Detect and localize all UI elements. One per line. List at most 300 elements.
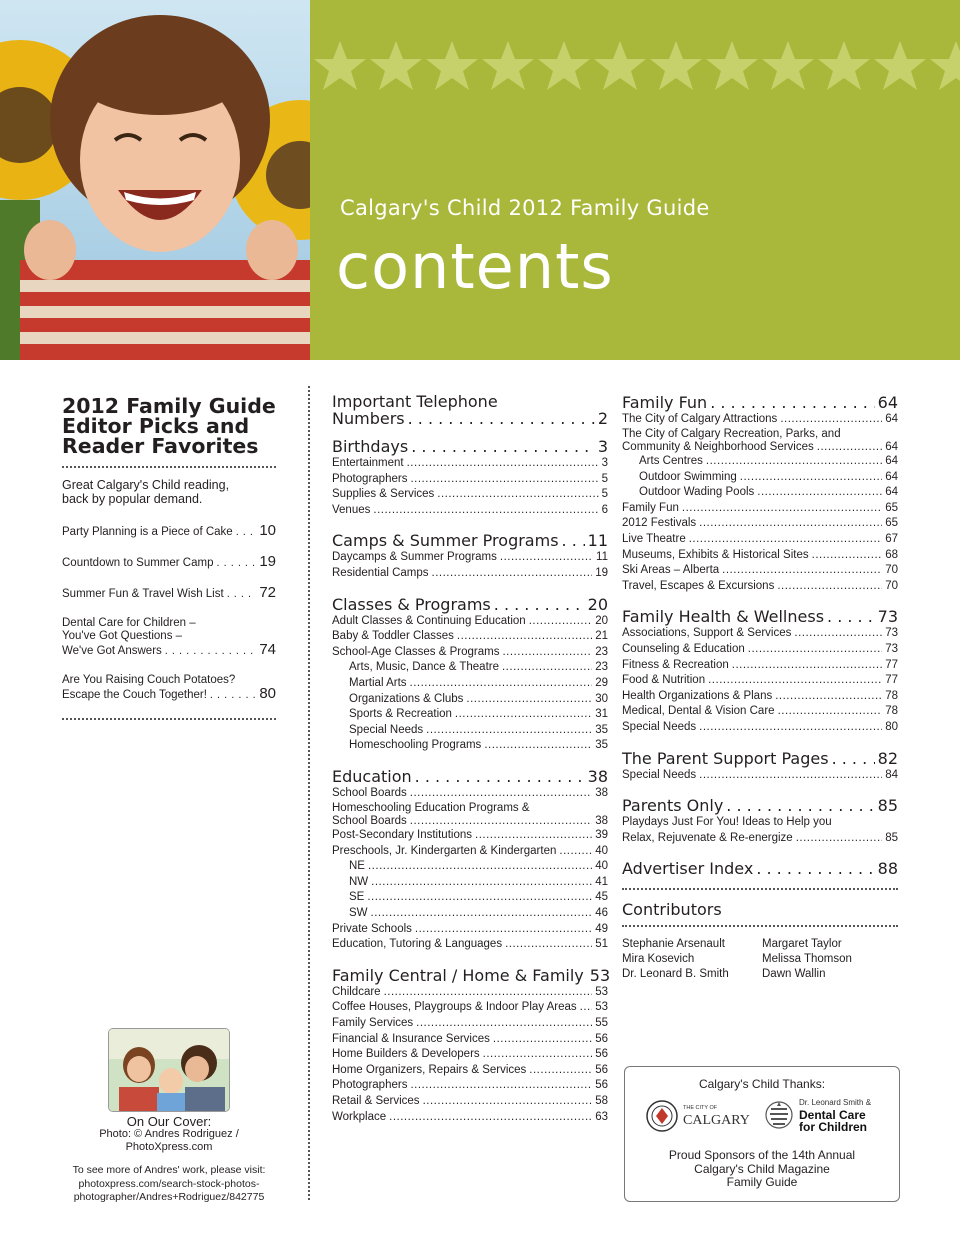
editor-pick-row	[62, 524, 276, 539]
toc-entry-label: Special Needs	[349, 723, 424, 736]
toc-page-number: 20	[587, 594, 608, 614]
toc-section	[622, 797, 898, 846]
cover-more-line: photographer/Andres+Rodriguez/842775	[73, 1191, 265, 1203]
magazine-title: Calgary's Child 2012 Family Guide	[340, 196, 710, 220]
toc-entry-page: 67	[885, 533, 898, 546]
toc-section-title: Education	[332, 766, 412, 786]
dot-leader	[437, 487, 598, 503]
toc-entry	[332, 859, 608, 875]
dot-leader	[426, 723, 592, 739]
toc-entry	[332, 1078, 608, 1094]
dot-leader	[493, 1032, 592, 1048]
editor-picks-title	[62, 396, 276, 456]
toc-entry-label: Medical, Dental & Vision Care	[622, 705, 775, 718]
dotted-divider	[62, 718, 276, 720]
toc-entry	[332, 1047, 608, 1063]
dot-leader	[780, 412, 882, 428]
toc-section-heading	[332, 596, 608, 614]
toc-entry-label: Fitness & Recreation	[622, 658, 729, 671]
toc-entry-label: School Boards	[332, 786, 407, 799]
toc-entry	[332, 890, 608, 906]
toc-entry-page: 38	[595, 786, 608, 799]
toc-entry-page: 64	[885, 455, 898, 468]
dot-leader	[699, 720, 882, 736]
cover-credit-line: Photo: © Andres Rodriguez /	[99, 1128, 239, 1140]
contents-heading: contents	[336, 230, 614, 303]
toc-entry-page: 40	[595, 860, 608, 873]
toc-entry-label: Museums, Exhibits & Historical Sites	[622, 548, 809, 561]
toc-entry	[332, 738, 608, 754]
toc-entry-page: 78	[885, 705, 898, 718]
intro-line: back by popular demand.	[62, 492, 203, 506]
toc-entry	[622, 532, 898, 548]
toc-entry	[332, 629, 608, 645]
toc-entry	[622, 704, 898, 720]
toc-entry-page: 85	[885, 831, 898, 844]
dot-leader	[732, 658, 882, 674]
dot-leader	[710, 394, 874, 412]
dot-leader	[411, 438, 595, 456]
toc-entry-label: Travel, Escapes & Excursions	[622, 579, 775, 592]
toc-section-title: Advertiser Index	[622, 859, 754, 879]
dot-leader	[682, 501, 882, 517]
toc-entry	[622, 689, 898, 705]
toc-section-title: Birthdays	[332, 437, 409, 456]
editor-pick-title: Party Planning is a Piece of Cake	[62, 526, 233, 538]
toc-entry	[622, 441, 898, 455]
toc-entry-label: Post-Secondary Institutions	[332, 829, 472, 841]
toc-entry	[332, 614, 608, 630]
dot-leader	[466, 692, 592, 708]
toc-entry	[332, 1094, 608, 1110]
toc-entry	[332, 550, 608, 566]
toc-entry	[622, 831, 898, 847]
toc-entry-label: Live Theatre	[622, 533, 686, 546]
toc-entry	[622, 673, 898, 689]
toc-entry-page: 21	[595, 630, 608, 643]
toc-entry-label: School Boards	[332, 814, 407, 827]
toc-entry-label: Counseling & Education	[622, 643, 745, 656]
dot-leader	[500, 550, 593, 566]
toc-entry-label: Relax, Rejuvenate & Re-energize	[622, 831, 793, 844]
contributor-name: Dr. Leonard B. Smith	[622, 968, 729, 981]
editor-pick-title: Dental Care for Children –	[62, 617, 196, 629]
toc-section-title: Camps & Summer Programs	[332, 531, 559, 551]
toc-entry-label: Health Organizations & Plans	[622, 689, 773, 702]
toc-entry-page: 65	[885, 517, 898, 530]
toc-entry-label: Photographers	[332, 1079, 408, 1092]
toc-entry-page: 64	[885, 486, 898, 499]
toc-section-heading	[332, 532, 608, 550]
editor-pick-row	[62, 586, 276, 601]
toc-entry-label: Preschools, Jr. Kindergarten & Kindergarten	[332, 844, 557, 857]
editor-pick-item	[62, 555, 276, 570]
toc-section-title: Family Health & Wellness	[622, 607, 825, 627]
toc-entry	[332, 1032, 608, 1048]
contents-column-middle	[332, 392, 611, 1139]
dot-leader	[410, 786, 592, 802]
toc-entry-label: Entertainment	[332, 457, 404, 469]
dental-small-text: Dr. Leonard Smith &	[799, 1098, 872, 1107]
dot-leader	[210, 689, 256, 702]
dot-leader	[706, 454, 882, 470]
toc-entry	[622, 579, 898, 595]
toc-entry	[332, 456, 608, 472]
toc-page-number: 85	[877, 796, 898, 816]
toc-entry-label: Home Organizers, Repairs & Services	[332, 1063, 527, 1076]
editor-pick-title: You've Got Questions –	[62, 630, 183, 642]
dot-leader	[817, 441, 882, 455]
dot-leader	[562, 532, 585, 550]
toc-entry	[332, 1063, 608, 1079]
toc-entry-page: 23	[595, 645, 608, 658]
toc-entry	[332, 472, 608, 488]
editor-pick-page: 19	[259, 553, 276, 570]
cover-credit	[62, 1115, 276, 1154]
toc-page-number: 3	[597, 437, 608, 456]
toc-section-heading	[622, 750, 898, 768]
intro-line: Great Calgary's Child reading,	[62, 478, 230, 492]
toc-entry-page: 35	[595, 723, 608, 736]
contributor-name: Stephanie Arsenault	[622, 938, 725, 951]
toc-entry-page: 5	[601, 472, 608, 485]
toc-entry	[622, 768, 898, 784]
toc-entry-label: Associations, Support & Services	[622, 627, 792, 640]
toc-entry-label: Outdoor Swimming	[639, 470, 737, 483]
dot-leader	[416, 1016, 592, 1032]
editor-pick-item	[62, 586, 276, 601]
dot-leader	[505, 937, 592, 953]
toc-entry	[332, 828, 608, 844]
toc-entry-page: 70	[885, 564, 898, 577]
toc-section	[622, 608, 898, 735]
toc-entry-page: 11	[596, 551, 608, 564]
toc-entry-label: Organizations & Clubs	[349, 692, 464, 705]
editor-pick-item	[62, 524, 276, 539]
toc-entry-label: Workplace	[332, 1110, 387, 1123]
toc-entry-label: Retail & Services	[332, 1094, 420, 1107]
title-line: Editor Picks and	[62, 414, 250, 438]
toc-entry-page: 35	[595, 739, 608, 752]
toc-section-heading	[622, 860, 898, 878]
dot-leader	[216, 557, 256, 570]
toc-entry-page: 23	[595, 661, 608, 674]
toc-entry-label: Ski Areas – Alberta	[622, 564, 720, 577]
dental-line1-text: Dental Care	[799, 1108, 866, 1122]
dot-leader	[367, 890, 592, 906]
toc-entry-page: 63	[595, 1110, 608, 1123]
editor-pick-row	[62, 555, 276, 570]
toc-entry-page: 64	[885, 470, 898, 483]
toc-page-number: 82	[877, 748, 898, 768]
dot-leader	[389, 1110, 592, 1126]
toc-entry	[332, 906, 608, 922]
dot-leader	[708, 673, 882, 689]
toc-entry	[332, 723, 608, 739]
toc-entry-label: The City of Calgary Attractions	[622, 413, 778, 425]
toc-entry-page: 38	[595, 814, 608, 827]
toc-entry	[622, 548, 898, 564]
dot-leader	[699, 768, 882, 784]
toc-entry-label: NW	[349, 875, 369, 888]
toc-section-heading	[622, 608, 898, 626]
toc-entry	[332, 922, 608, 938]
toc-entry-page: 56	[595, 1063, 608, 1076]
toc-section-phone	[332, 394, 608, 428]
toc-sections	[332, 437, 611, 1125]
toc-entry-page: 56	[595, 1048, 608, 1061]
toc-entry-label: Venues	[332, 503, 371, 516]
dot-leader	[165, 645, 257, 658]
dot-leader	[529, 614, 593, 630]
contents-column-right	[622, 394, 898, 982]
toc-entry-label: SE	[349, 891, 365, 904]
toc-entry-label: Home Builders & Developers	[332, 1048, 480, 1061]
header-band	[310, 0, 960, 360]
dot-leader	[384, 985, 593, 1001]
dot-leader	[236, 526, 257, 539]
sponsor-note-line: Family Guide	[726, 1175, 798, 1189]
editor-pick-title: Summer Fun & Travel Wish List	[62, 588, 224, 600]
city-name-text: CALGARY	[683, 1113, 750, 1128]
contributor-name: Margaret Taylor	[762, 938, 842, 951]
toc-entry-page: 56	[595, 1032, 608, 1045]
toc-entry	[622, 563, 898, 579]
editor-pick-page: 74	[259, 641, 276, 658]
cover-more-line: photoxpress.com/search-stock-photos-	[78, 1177, 260, 1190]
title-line: Reader Favorites	[62, 434, 259, 458]
contributors-heading: Contributors	[622, 900, 722, 920]
editor-pick-title: Are You Raising Couch Potatoes?	[62, 674, 236, 686]
toc-entry-page: 5	[601, 488, 608, 501]
toc-entry	[622, 501, 898, 517]
dot-leader	[756, 860, 874, 878]
toc-entry	[332, 1016, 608, 1032]
toc-entry-label: NE	[349, 860, 365, 873]
toc-entry-label: Arts Centres	[639, 455, 703, 468]
sponsor-note-line: Proud Sponsors of the 14th Annual	[668, 1148, 856, 1162]
dot-leader	[455, 707, 592, 723]
toc-section-title: The Parent Support Pages	[622, 748, 829, 768]
editor-picks-column	[62, 396, 276, 730]
dotted-divider	[622, 888, 898, 890]
toc-page-number: 73	[877, 607, 898, 627]
toc-page-number: 53	[589, 965, 611, 985]
toc-entry-page: 39	[595, 829, 608, 841]
city-of-calgary-logo	[645, 1097, 753, 1135]
dot-leader	[410, 472, 598, 488]
toc-entry-page: 84	[885, 768, 898, 781]
column-divider	[308, 386, 310, 1200]
toc-entry-label: Outdoor Wading Pools	[639, 486, 755, 499]
editor-pick-row	[62, 643, 276, 658]
toc-entry	[332, 985, 608, 1001]
toc-page-number: 88	[877, 859, 898, 879]
toc-section-title: Classes & Programs	[332, 594, 491, 614]
toc-section-title: Numbers	[332, 409, 405, 428]
dot-leader	[368, 859, 592, 875]
dot-leader	[373, 503, 598, 519]
contributor-name: Mira Kosevich	[622, 953, 695, 966]
toc-entry-page: 40	[595, 844, 608, 857]
dot-leader	[827, 608, 875, 626]
toc-entry	[332, 844, 608, 860]
editor-pick-page: 10	[259, 522, 276, 539]
toc-section-title: Parents Only	[622, 796, 724, 816]
dot-leader	[475, 828, 592, 844]
toc-entry-label: Special Needs	[622, 768, 697, 781]
toc-entry	[332, 692, 608, 708]
editor-pick-title: Countdown to Summer Camp	[62, 557, 214, 569]
toc-entry-label: Adult Classes & Continuing Education	[332, 614, 526, 627]
toc-entry	[622, 626, 898, 642]
toc-section	[622, 394, 898, 594]
toc-entry-label: Photographers	[332, 472, 408, 485]
toc-entry-page: 49	[595, 922, 608, 935]
toc-entry	[332, 676, 608, 692]
toc-entry	[332, 660, 608, 676]
toc-entry-label: Sports & Recreation	[349, 708, 452, 721]
dot-leader	[415, 922, 592, 938]
toc-entry	[332, 1000, 608, 1016]
dot-leader	[410, 1078, 592, 1094]
toc-section-heading	[332, 965, 611, 985]
toc-entry	[332, 815, 608, 829]
toc-entry-page: 3	[601, 457, 608, 469]
dot-leader	[559, 844, 592, 860]
toc-entry-page: 55	[595, 1016, 608, 1029]
toc-entry	[622, 815, 898, 831]
toc-entry-label: Education, Tutoring & Languages	[332, 938, 503, 951]
dot-leader	[371, 875, 592, 891]
toc-entry-page: 78	[885, 689, 898, 702]
title-line: 2012 Family Guide	[62, 394, 276, 418]
dot-leader	[408, 410, 595, 428]
dot-leader	[407, 456, 599, 472]
toc-section-heading	[622, 394, 898, 412]
toc-entry	[332, 937, 608, 953]
toc-entry	[332, 487, 608, 503]
toc-entry	[622, 516, 898, 532]
toc-entry-label: Daycamps & Summer Programs	[332, 551, 497, 564]
toc-entry-label: Family Services	[332, 1016, 414, 1029]
toc-section-heading	[332, 768, 608, 786]
thanks-title: Calgary's Child Thanks:	[698, 1077, 826, 1091]
dotted-divider	[62, 466, 276, 468]
toc-entry	[332, 707, 608, 723]
dental-line2-text: for Children	[799, 1120, 867, 1134]
dot-leader	[580, 1000, 593, 1016]
dot-leader	[812, 548, 883, 564]
hero-photo	[0, 0, 310, 360]
dot-leader	[484, 738, 592, 754]
toc-section	[332, 532, 608, 581]
toc-entry-page: 80	[885, 721, 898, 733]
toc-entry-label: Baby & Toddler Classes	[332, 630, 454, 643]
toc-entry-label: Food & Nutrition	[622, 674, 706, 687]
toc-section-title: Family Fun	[622, 393, 708, 412]
dot-leader	[432, 566, 593, 582]
dot-leader	[740, 470, 882, 486]
toc-entry	[622, 412, 898, 428]
toc-entry	[622, 454, 898, 470]
editor-pick-title: We've Got Answers	[62, 645, 162, 657]
toc-entry-label: The City of Calgary Recreation, Parks, and	[622, 427, 841, 440]
toc-entry	[622, 642, 898, 658]
toc-page-number: 38	[587, 766, 608, 786]
toc-section	[332, 438, 608, 518]
dot-leader	[796, 831, 883, 847]
toc-entry	[622, 470, 898, 486]
toc-entry-label: Financial & Insurance Services	[332, 1032, 490, 1045]
toc-entry-page: 58	[595, 1094, 608, 1107]
contributor-name: Dawn Wallin	[762, 968, 826, 981]
dot-leader	[689, 532, 882, 548]
toc-section	[332, 596, 608, 754]
toc-entry	[332, 566, 608, 582]
toc-entry-page: 64	[885, 440, 898, 453]
toc-section	[332, 965, 611, 1125]
dot-leader	[775, 689, 882, 705]
toc-entry-label: Childcare	[332, 985, 381, 998]
dot-leader	[794, 626, 882, 642]
toc-section	[332, 768, 608, 953]
editor-picks-intro	[62, 478, 276, 506]
sponsor-thanks-box	[624, 1066, 900, 1202]
toc-sections	[622, 394, 898, 878]
cover-more-info	[62, 1164, 276, 1205]
toc-entry-page: 29	[595, 676, 608, 689]
dot-leader	[748, 642, 882, 658]
toc-entry-label: Homeschooling Programs	[349, 739, 482, 752]
toc-entry-label: Coffee Houses, Playgroups & Indoor Play Areas	[332, 1001, 577, 1014]
toc-entry	[622, 485, 898, 501]
toc-entry-label: Residential Camps	[332, 566, 429, 579]
cover-credit-heading: On Our Cover:	[126, 1114, 212, 1129]
toc-entry-page: 77	[885, 674, 898, 687]
cover-thumbnail	[108, 1028, 230, 1112]
toc-section-heading	[622, 797, 898, 815]
dot-leader	[415, 768, 585, 786]
toc-entry-label: Homeschooling Education Programs &	[332, 801, 530, 814]
contributor-name: Melissa Thomson	[762, 953, 852, 966]
dot-leader	[483, 1047, 593, 1063]
editor-picks-list	[62, 524, 276, 702]
toc-entry-label: Martial Arts	[349, 676, 407, 689]
toc-section-title: Important Telephone	[332, 392, 498, 411]
toc-section-title: Family Central / Home & Family	[332, 965, 584, 985]
toc-entry	[622, 658, 898, 674]
toc-entry	[332, 786, 608, 802]
toc-entry-page: 19	[595, 566, 608, 579]
dot-leader	[410, 815, 592, 829]
toc-entry	[332, 503, 608, 519]
editor-pick-item	[62, 674, 276, 702]
editor-pick-page: 80	[259, 685, 276, 702]
dot-leader	[502, 660, 592, 676]
toc-page-number: 2	[597, 409, 608, 428]
toc-page-number: 64	[877, 393, 898, 412]
toc-entry-page: 70	[885, 579, 898, 592]
editor-pick-page: 72	[259, 584, 276, 601]
dot-leader	[778, 704, 883, 720]
toc-section-heading	[332, 438, 608, 456]
toc-entry-label: Community & Neighborhood Services	[622, 440, 814, 453]
toc-entry-page: 46	[595, 906, 608, 919]
dot-leader	[722, 563, 882, 579]
toc-entry-page: 45	[595, 891, 608, 904]
toc-entry	[332, 645, 608, 661]
